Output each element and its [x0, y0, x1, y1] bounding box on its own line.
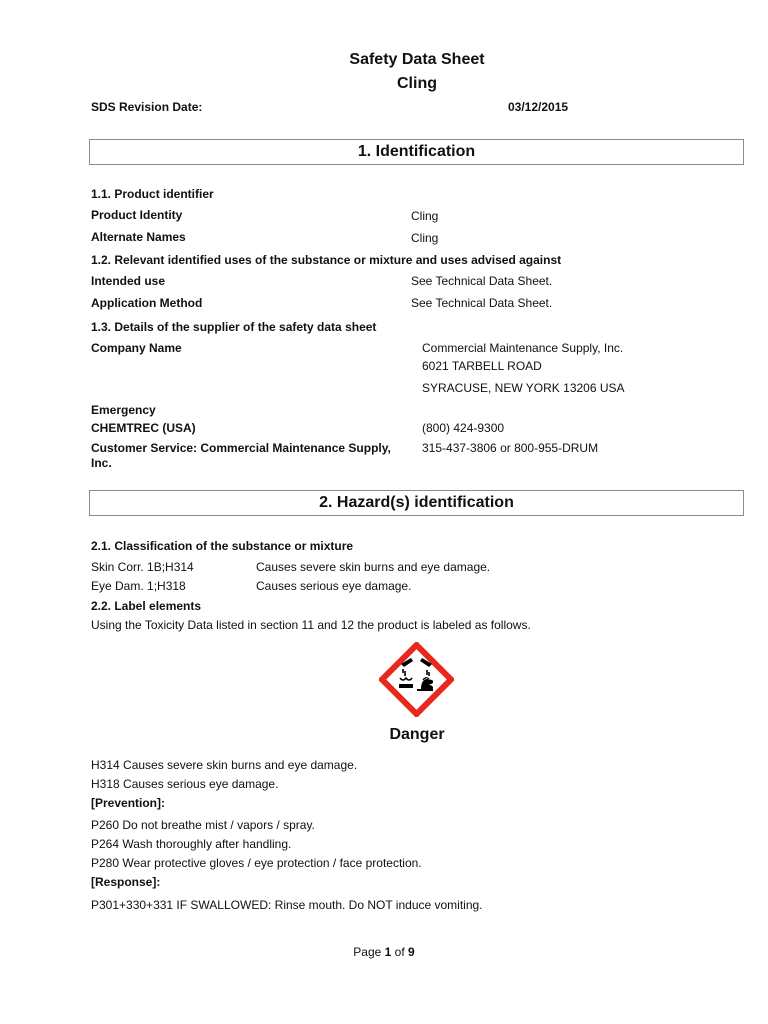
signal-word: Danger [389, 726, 445, 743]
company-name-label: Company Name [91, 341, 182, 355]
product-identity-value: Cling [411, 209, 439, 223]
classification-code: Eye Dam. 1;H318 [91, 579, 186, 593]
response-statement: P301+330+331 IF SWALLOWED: Rinse mouth. Do NOT induce vomiting. [91, 898, 483, 912]
company-name-line: Commercial Maintenance Supply, Inc. [422, 341, 624, 355]
section-1-heading: 1. Identification [89, 139, 744, 165]
customer-service-label: Customer Service: Commercial Maintenance Supply, [91, 441, 391, 455]
subsection-2-1: 2.1. Classification of the substance or mixture [91, 539, 354, 553]
page-of: of [394, 945, 405, 959]
alternate-names-label: Alternate Names [91, 230, 186, 244]
page-prefix: Page [353, 945, 382, 959]
classification-code: Skin Corr. 1B;H314 [91, 560, 194, 574]
subsection-2-2: 2.2. Label elements [91, 599, 202, 613]
subsection-1-3: 1.3. Details of the supplier of the safety data sheet [91, 320, 377, 334]
page-number [0, 945, 768, 959]
application-method-value: See Technical Data Sheet. [411, 296, 553, 310]
company-city-line: SYRACUSE, NEW YORK 13206 USA [422, 381, 625, 395]
chemtrec-phone: (800) 424-9300 [422, 421, 505, 435]
application-method-label: Application Method [91, 296, 203, 310]
label-elements-intro: Using the Toxicity Data listed in section 11 and 12 the product is labeled as follows. [91, 618, 531, 632]
customer-service-phone: 315-437-3806 or 800-955-DRUM [422, 441, 599, 455]
classification-desc: Causes serious eye damage. [256, 579, 412, 593]
corrosion-pictogram-icon [379, 642, 454, 717]
subsection-1-1: 1.1. Product identifier [91, 187, 214, 201]
prevention-statement: P264 Wash thoroughly after handling. [91, 837, 292, 851]
company-address-line: 6021 TARBELL ROAD [422, 359, 542, 373]
page-current: 1 [384, 945, 392, 959]
product-identity-label: Product Identity [91, 208, 183, 222]
intended-use-label: Intended use [91, 274, 166, 288]
customer-service-label-cont: Inc. [91, 456, 112, 470]
hazard-statement: H314 Causes severe skin burns and eye damage. [91, 758, 358, 772]
emergency-label: Emergency [91, 403, 156, 417]
revision-date-value: 03/12/2015 [508, 100, 569, 114]
hazard-statement: H318 Causes serious eye damage. [91, 777, 279, 791]
revision-date-label: SDS Revision Date: [91, 100, 203, 114]
section-2-heading: 2. Hazard(s) identification [89, 490, 744, 516]
response-heading: [Response]: [91, 875, 161, 889]
page-total: 9 [408, 945, 415, 959]
subsection-1-2: 1.2. Relevant identified uses of the substance or mixture and uses advised against [91, 253, 562, 267]
prevention-heading: [Prevention]: [91, 796, 166, 810]
prevention-statement: P260 Do not breathe mist / vapors / spray. [91, 818, 315, 832]
intended-use-value: See Technical Data Sheet. [411, 274, 553, 288]
product-name: Cling [397, 75, 437, 92]
alternate-names-value: Cling [411, 231, 439, 245]
classification-desc: Causes severe skin burns and eye damage. [256, 560, 491, 574]
chemtrec-label: CHEMTREC (USA) [91, 421, 196, 435]
prevention-statement: P280 Wear protective gloves / eye protection / face protection. [91, 856, 422, 870]
document-title: Safety Data Sheet [349, 51, 485, 68]
